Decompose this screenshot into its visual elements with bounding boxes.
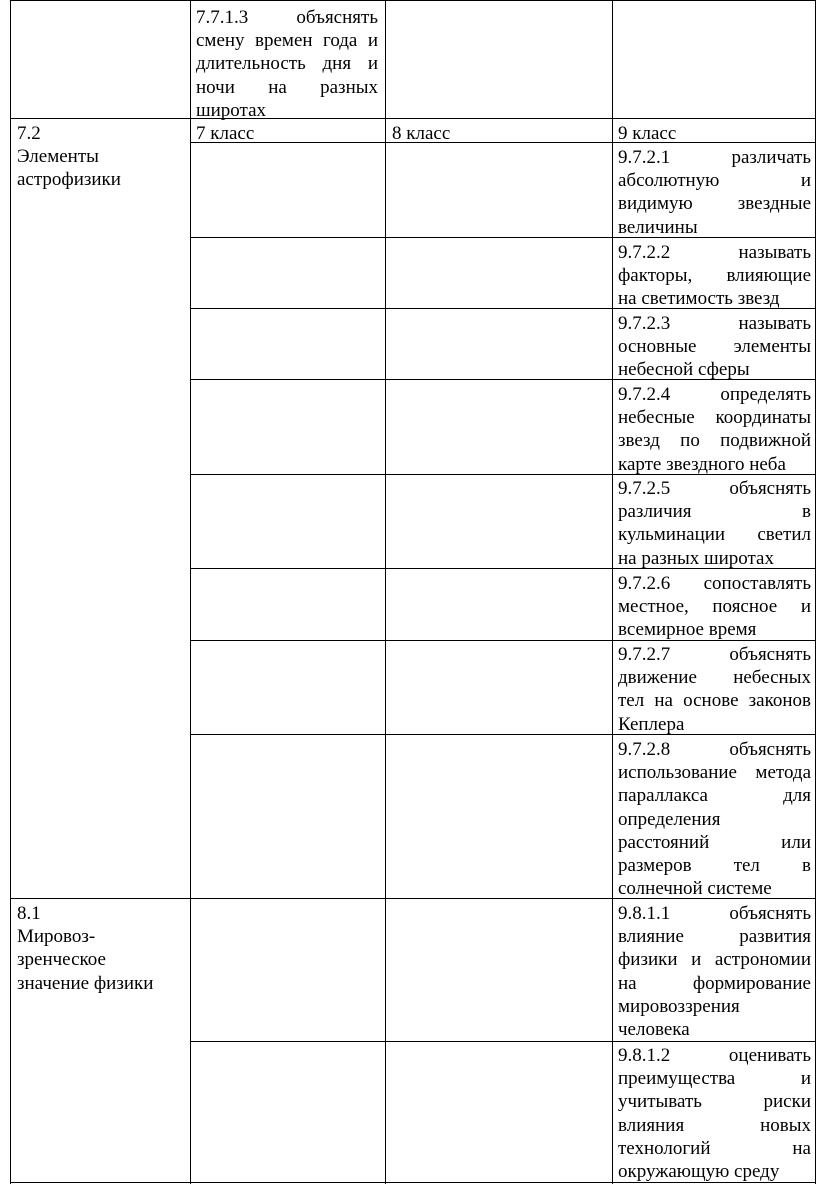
text-line: Элементы [17,146,99,168]
text-line: 8.1 [17,903,41,924]
text-line: 7.2 [17,123,41,144]
text-line: учитывать риски [618,1091,811,1113]
outcome-9-8-1-2 [618,1044,811,1183]
header-grade-8 [392,122,607,145]
text-line: влияния новых [618,1114,811,1136]
text-line: 9.8.1.1 объяснять [618,903,811,924]
text-line: на светимость звезд [618,288,780,310]
text-line: 8 класс [392,123,451,144]
text-line: 9.8.1.2 оценивать [618,1045,811,1066]
text-line: мировоззрения [618,995,740,1017]
section-7-2-label [17,122,185,192]
text-line: 9.7.2.4 определять [618,384,811,405]
text-line: величины [618,216,698,238]
text-line: 9.7.2.5 объяснять [618,478,811,499]
outcome-9-7-2-3 [618,312,811,382]
text-line: факторы, влияющие [618,265,811,287]
text-line: видимую звездные [618,193,811,215]
outcome-9-7-2-4 [618,383,811,476]
text-line: влияние развития [618,926,811,948]
text-line: движение небесных [618,667,811,689]
text-line: определения [618,808,721,830]
text-line: абсолютную и [618,170,811,192]
outcome-9-7-2-7 [618,643,811,736]
text-line: значение физики [17,972,154,994]
text-line: технологий на [618,1137,811,1159]
text-line: звезд по подвижной [618,430,811,452]
text-line: 9.7.2.7 объяснять [618,644,811,665]
text-line: 9 класс [618,123,677,144]
text-line: тел на основе законов [618,690,811,712]
text-line: местное, поясное и [618,596,811,618]
text-line: преимущества и [618,1068,811,1090]
header-grade-9 [618,122,811,145]
text-line: смену времен года и [196,30,378,52]
text-line: 9.7.2.8 объяснять [618,739,811,760]
text-line: астрофизики [17,169,121,191]
outcome-9-8-1-1 [618,902,811,1041]
text-line: кульминации светил [618,524,811,546]
top-row-outcome-text [196,6,378,122]
text-line: ночи на разных [196,76,378,98]
text-line: человека [618,1019,690,1041]
text-line: на формирование [618,972,811,994]
text-line: физики и астрономии [618,949,811,971]
text-line: длительность дня и [196,53,378,75]
text-line: зренческое [17,949,106,971]
text-line: 9.7.2.3 называть [618,313,811,334]
text-line: Кеплера [618,713,685,735]
text-line: размеров тел в [618,855,811,877]
text-line: различия в [618,501,811,523]
outcome-9-7-2-5 [618,477,811,570]
text-line: 9.7.2.2 называть [618,242,811,263]
text-line: 9.7.2.6 сопоставлять [618,573,811,594]
text-line: солнечной системе [618,878,772,900]
outcome-9-7-2-8 [618,738,811,900]
text-line: на разных широтах [618,547,774,569]
text-line: параллакса для [618,785,811,807]
outcome-9-7-2-2 [618,241,811,311]
text-line: 9.7.2.1 различать [618,147,811,168]
outcome-9-7-2-1 [618,146,811,239]
outcome-9-7-2-6 [618,572,811,642]
text-line: небесной сферы [618,359,750,381]
text-line: Мировоз- [17,926,96,948]
text-line: 7.7.1.3 объяснять [196,7,378,28]
text-line: всемирное время [618,619,757,641]
text-line: окружающую среду [618,1161,780,1183]
text-line: расстояний или [618,831,811,853]
header-grade-7 [196,122,381,145]
text-line: 7 класс [196,123,255,144]
section-8-1-label [17,902,185,995]
text-line: небесные координаты [618,407,811,429]
text-line: широтах [196,99,267,121]
text-line: основные элементы [618,336,811,358]
text-line: использование метода [618,762,811,784]
text-line: карте звездного неба [618,453,786,475]
